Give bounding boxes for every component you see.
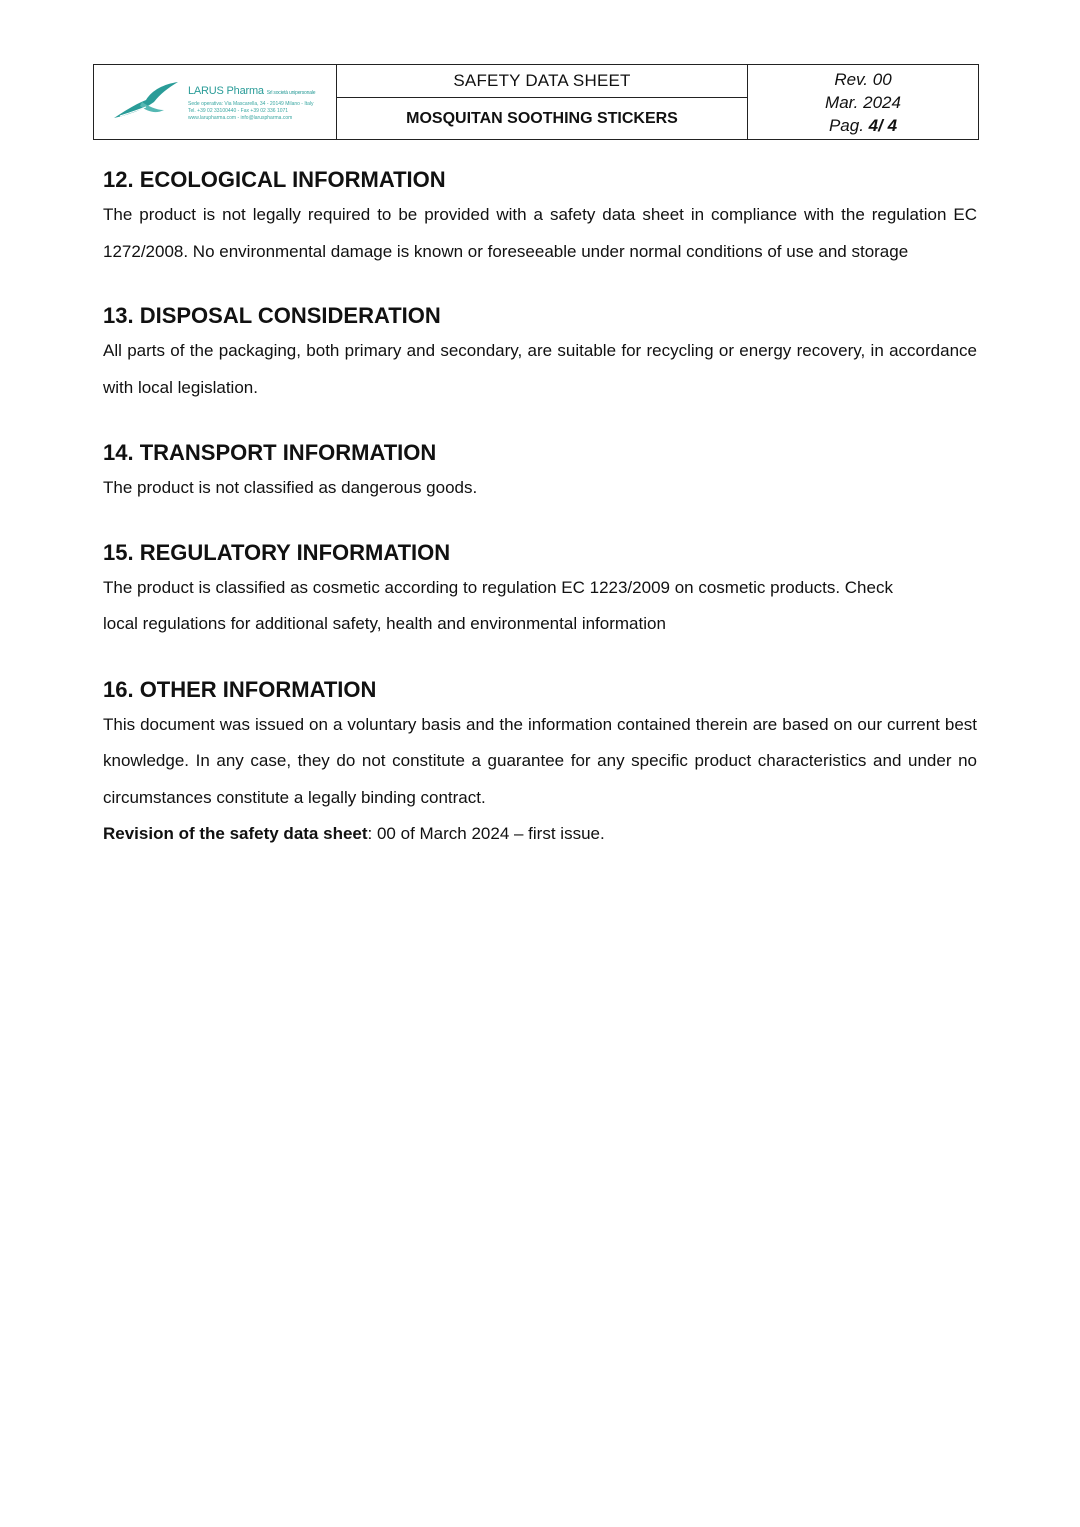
section-15: [103, 536, 977, 643]
section-text: This document was issued on a voluntary basis and the information contained therein are based on our current best knowledge. In any case, they do not constitute a guarantee for any specific product characteristics and under no circumstances constitute a legally binding contract.: [103, 714, 977, 807]
section-title: 14. TRANSPORT INFORMATION: [103, 440, 437, 465]
title-cell: [337, 65, 748, 140]
product-name: MOSQUITAN SOOTHING STICKERS: [406, 110, 678, 127]
company-logo: [94, 66, 336, 139]
page-label: Pag.: [828, 115, 864, 135]
section-text-line: The product is classified as cosmetic according to regulation EC 1223/2009 on cosmetic products. Check: [103, 577, 893, 597]
logo-cell: [94, 65, 337, 140]
section-16: [103, 673, 977, 853]
bird-logo-icon: [112, 80, 184, 122]
company-web: www.larupharma.com - info@laruspharma.com: [188, 114, 293, 121]
revision-number: Rev. 00: [834, 69, 892, 89]
revision-note-label: Revision of the safety data sheet: [103, 824, 368, 843]
page-indicator: [748, 114, 978, 137]
revision-note: [103, 816, 977, 853]
section-text: All parts of the packaging, both primary and secondary, are suitable for recycling or energy recovery, in accordance with local legislation.: [103, 341, 977, 397]
company-suffix: Srl società unipersonale: [266, 89, 316, 96]
section-text: The product is not legally required to be provided with a safety data sheet in compliance with the regulation EC 1272/2008. No environmental damage is known or foreseeable under normal conditions of use and storage: [103, 205, 977, 261]
document-header: [93, 64, 979, 140]
company-name: LARUS Pharma Srl società unipersonale: [188, 84, 316, 97]
page-number: 4/ 4: [868, 115, 898, 135]
revision-date: Mar. 2024: [825, 92, 901, 112]
section-title: 13. DISPOSAL CONSIDERATION: [103, 303, 441, 328]
company-phone: Tel. +39 02 33100440 - Fax +39 02 336 1071: [188, 107, 289, 114]
section-14: [103, 436, 977, 507]
section-title: 16. OTHER INFORMATION: [103, 676, 377, 702]
document-body: [103, 163, 977, 853]
section-13: [103, 299, 977, 406]
revision-cell: [748, 65, 979, 140]
document-type: SAFETY DATA SHEET: [337, 65, 747, 98]
section-text-line: local regulations for additional safety, health and environmental information: [103, 614, 666, 633]
section-text: The product is not classified as dangerous goods.: [103, 478, 478, 497]
section-title: 12. ECOLOGICAL INFORMATION: [103, 167, 446, 192]
section-title: 15. REGULATORY INFORMATION: [103, 539, 451, 565]
company-address: Sede operativa: Via Mascarella, 34 - 20149 Milano - Italy: [188, 100, 314, 107]
section-12: [103, 163, 977, 270]
revision-note-text: : 00 of March 2024 – first issue.: [367, 824, 605, 843]
